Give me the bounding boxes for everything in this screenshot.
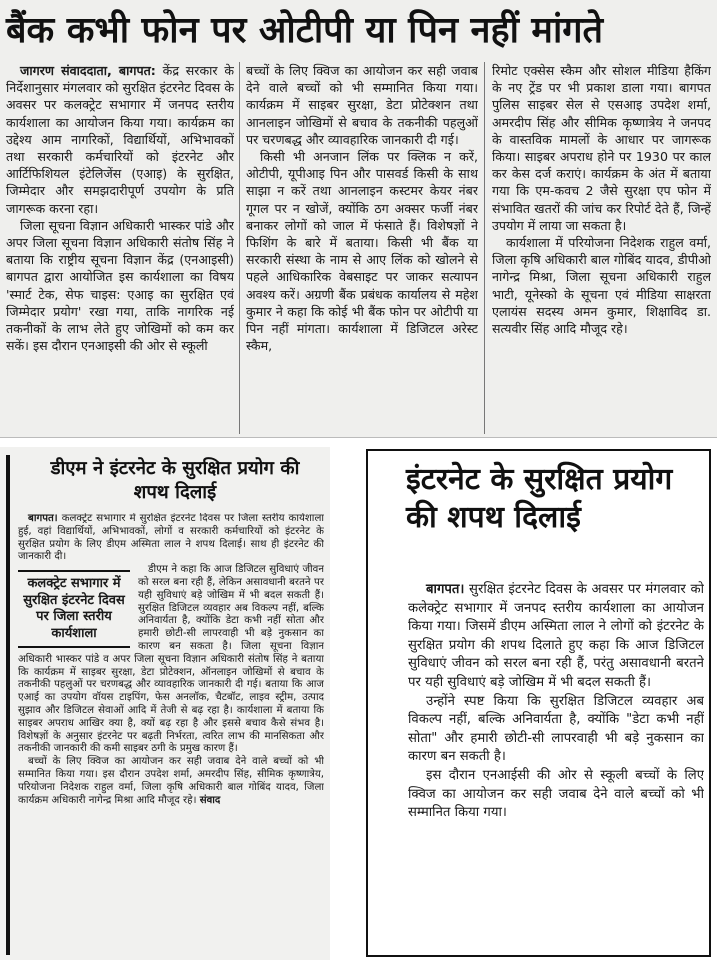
paragraph-text: कलक्ट्रेट सभागार में सुरक्षित इंटरनेट दिवस पर जिला स्तरीय कार्यशाला हुई, वहां विद्यार्थियों, अभिभावकों, लोगों व सरकारी कर्मचारियों को इंटरनेट के सुरक्षित प्रयोग के लिए डीएम अस्मिता लाल ने शपथ दिलाई। साथ ही इंटरनेट की जानकारी दी। <box>18 513 324 563</box>
article-column-3 <box>492 62 711 434</box>
news-clipping-boxed <box>366 449 711 957</box>
paragraph: उन्होंने स्पष्ट किया कि सुरक्षित डिजिटल व्यवहार अब विकल्प नहीं, बल्कि अनिवार्यता है, क्योंकि "डेटा कभी नहीं सोता" और हमारी छोटी-सी लापरवाही भी बड़े नुकसान का कारण बन सकती है। <box>408 693 704 765</box>
paragraph <box>408 581 704 693</box>
paragraph: इस दौरान एनआईसी की ओर से स्कूली बच्चों के लिए क्विज का आयोजन कर सही जवाब देने वाले बच्चों को भी सम्मानित किया गया। <box>408 767 704 821</box>
article-body <box>6 62 711 434</box>
paragraph: जिला सूचना विज्ञान अधिकारी भास्कर पांडे और अपर जिला सूचना विज्ञान अधिकारी संतोष सिंह ने बताया कि राष्ट्रीय सूचना विज्ञान केंद्र (एनआइसी) बागपत द्वारा आयोजित इस कार्यशाला का विषय 'स्मार्ट टेक, सेफ चाइस: एआइ का सुरक्षित एवं जिम्मेदार प्रयोग' रखा गया, ताकि नागरिक नई तकनीकों के लाभ लेते हुए जोखिमों को कम कर सकें। इस दौरान एनआइसी की ओर से स्कूली <box>6 217 234 354</box>
news-clipping-amar-ujala <box>0 447 330 960</box>
dateline: बागपत। <box>426 582 465 597</box>
headline: बैंक कभी फोन पर ओटीपी या पिन नहीं मांगते <box>6 10 604 51</box>
article-column-1 <box>6 62 234 434</box>
paragraph-text: बच्चों के लिए क्विज का आयोजन कर सही जवाब देने वाले बच्चों को भी सम्मानित किया गया। इस दौरान उपदेश शर्मा, अमरदीप सिंह, सीमिक कृष्णात्रेय, परियोजना निदेशक राहुल वर्मा, जिला कृषि अधिकारी बाल गोबिंद यादव, जिला कार्यक्रम अधिकारी नागेन्द्र मिश्रा आदि मौजूद रहे। <box>18 756 324 806</box>
article-body <box>18 513 324 957</box>
paragraph <box>6 62 234 217</box>
paragraph-text: केंद्र सरकार के निर्देशानुसार मंगलवार को सुरक्षित इंटरनेट दिवस के अवसर पर कलक्ट्रेट सभागार में जनपद स्तरीय कार्यशाला का आयोजन किया गया। कार्यक्रम का उद्देश्य आम नागरिकों, विद्यार्थियों, अभिभावकों तथा सरकारी कर्मचारियों को इंटरनेट और आर्टिफिशियल इंटेलिजेंस (एआइ) के सुरक्षित, जिम्मेदार और समझदारीपूर्ण उपयोग के प्रति जागरूक करना रहा। <box>6 63 234 216</box>
news-clipping-jagran <box>0 0 717 438</box>
pull-quote: कलक्ट्रेट सभागार में सुरक्षित इंटरनेट दिवस पर जिला स्तरीय कार्यशाला <box>18 570 130 648</box>
paragraph: किसी भी अनजान लिंक पर क्लिक न करें, ओटीपी, यूपीआइ पिन और पासवर्ड किसी के साथ साझा न करें तथा आनलाइन कस्टमर केयर नंबर गूगल पर न खोजें, क्योंकि ठग अक्सर फर्जी नंबर बनाकर लोगों को जाल में फंसाते हैं। विशेषज्ञों ने फिशिंग के बारे में बताया। किसी भी बैंक या सरकारी संस्था के नाम से आए लिंक को खोलने से पहले आधिकारिक वेबसाइट पर जाकर सत्यापन अवश्य करें। अग्रणी बैंक प्रबंधक कार्यालय से महेश कुमार ने कहा कि कोई भी बैंक फोन पर ओटीपी या पिन नहीं मांगता। कार्यशाला में डिजिटल अरेस्ट स्कैम, <box>246 149 478 354</box>
paragraph: रिमोट एक्सेस स्कैम और सोशल मीडिया हैकिंग के नए ट्रेंड पर भी प्रकाश डाला गया। बागपत पुलिस साइबर सेल से एसआइ उपदेश शर्मा, अमरदीप सिंह और सीमिक कृष्णात्रेय ने जनपद के वास्तविक मामलों के आधार पर जागरूक किया। साइबर अपराध होने पर 1930 पर काल कर केस दर्ज कराएं। कार्यक्रम के अंत में बताया गया कि एम-कवच 2 जैसे सुरक्षा एप फोन में संभावित खतरों की जांच कर रिपोर्ट देते हैं, जिन्हें उपयोग में लाया जा सकता है। <box>492 63 711 233</box>
column-divider <box>484 62 485 434</box>
paragraph: बच्चों के लिए क्विज का आयोजन कर सही जवाब देने वाले बच्चों को भी सम्मानित किया गया। कार्यक्रम में साइबर सुरक्षा, डेटा प्रोटेक्शन तथा आनलाइन जोखिमों से बचाव के तकनीकी पहलुओं पर चरणबद्ध और व्यावहारिक जानकारी दी गई। <box>246 63 478 147</box>
article-column-2 <box>246 62 478 434</box>
paragraph: कार्यशाला में परियोजना निदेशक राहुल वर्मा, जिला कृषि अधिकारी बाल गोबिंद यादव, डीपीओ नागेन्द्र मिश्रा, जिला सूचना अधिकारी राहुल भाटी, यूनेस्को के सूचना एवं मीडिया साक्षरता एलायंस सदस्य अमन कुमार, शिक्षाविद डा. सत्यवीर सिंह आदि मौजूद रहे। <box>492 235 711 337</box>
source-credit: संवाद <box>199 794 221 806</box>
paragraph <box>18 756 324 807</box>
paragraph <box>18 513 324 564</box>
headline: डीएम ने इंटरनेट के सुरक्षित प्रयोग की शपथ दिलाई <box>50 458 300 503</box>
dateline: जागरण संवाददाता, बागपत: <box>20 63 156 78</box>
vertical-rule <box>6 455 10 955</box>
paragraph-text: सुरक्षित इंटरनेट दिवस के अवसर पर मंगलवार को कलेक्ट्रेट सभागार में जनपद स्तरीय कार्यशाला का आयोजन किया गया। जिसमें डीएम अस्मिता लाल ने लोगों को इंटरनेट के सुरक्षित प्रयोग की शपथ दिलाते हुए कहा कि आज डिजिटल सुविधाएं जीवन को सरल बना रही हैं, परंतु असावधानी बरतने पर यही सुविधाएं बड़े जोखिम में भी बदल सकती हैं। <box>408 582 704 690</box>
dateline: बागपत। <box>28 513 58 524</box>
paragraph: डीएम ने कहा कि आज डिजिटल सुविधाएं जीवन को सरल बना रही हैं, लेकिन असावधानी बरतने पर यही सुविधाएं बड़े जोखिम में भी बदल सकती हैं। सुरक्षित डिजिटल व्यवहार अब विकल्प नहीं, बल्कि अनिवार्यता है, क्योंकि डेटा कभी नहीं सोता और हमारी छोटी-सी लापरवाही भी बड़े नुकसान का कारण बन सकता है। जिला सूचना विज्ञान अधिकारी भास्कर पांडे व अपर जिला सूचना विज्ञान अधिकारी संतोष सिंह ने बताया कि कार्यक्रम में साइबर सुरक्षा, डेटा प्रोटेक्शन, ऑनलाइन जोखिमों से बचाव के तकनीकी पहलुओं पर चरणबद्ध और व्यावहारिक जानकारी दी गई। बताया कि आज एआई का उपयोग वॉयस टाइपिंग, फेस अनलॉक, चैटबॉट, लाइव स्ट्रीम, उत्पाद सुझाव और डिजिटल सेवाओं आदि में तेजी से बढ़ रहा है। कार्यशाला में बताया कि साइबर अपराध आखिर क्या है, क्यों बढ़ रहा है और इससे बचाव कैसे संभव है। विशेषज्ञों के अनुसार इंटरनेट पर बढ़ती निर्भरता, त्वरित लाभ की मानसिकता और तकनीकी जानकारी की कमी साइबर ठगी के प्रमुख कारण हैं। <box>18 564 324 755</box>
column-divider <box>239 62 240 434</box>
article-body <box>408 581 704 951</box>
headline: इंटरनेट के सुरक्षित प्रयोग की शपथ दिलाई <box>406 462 673 535</box>
